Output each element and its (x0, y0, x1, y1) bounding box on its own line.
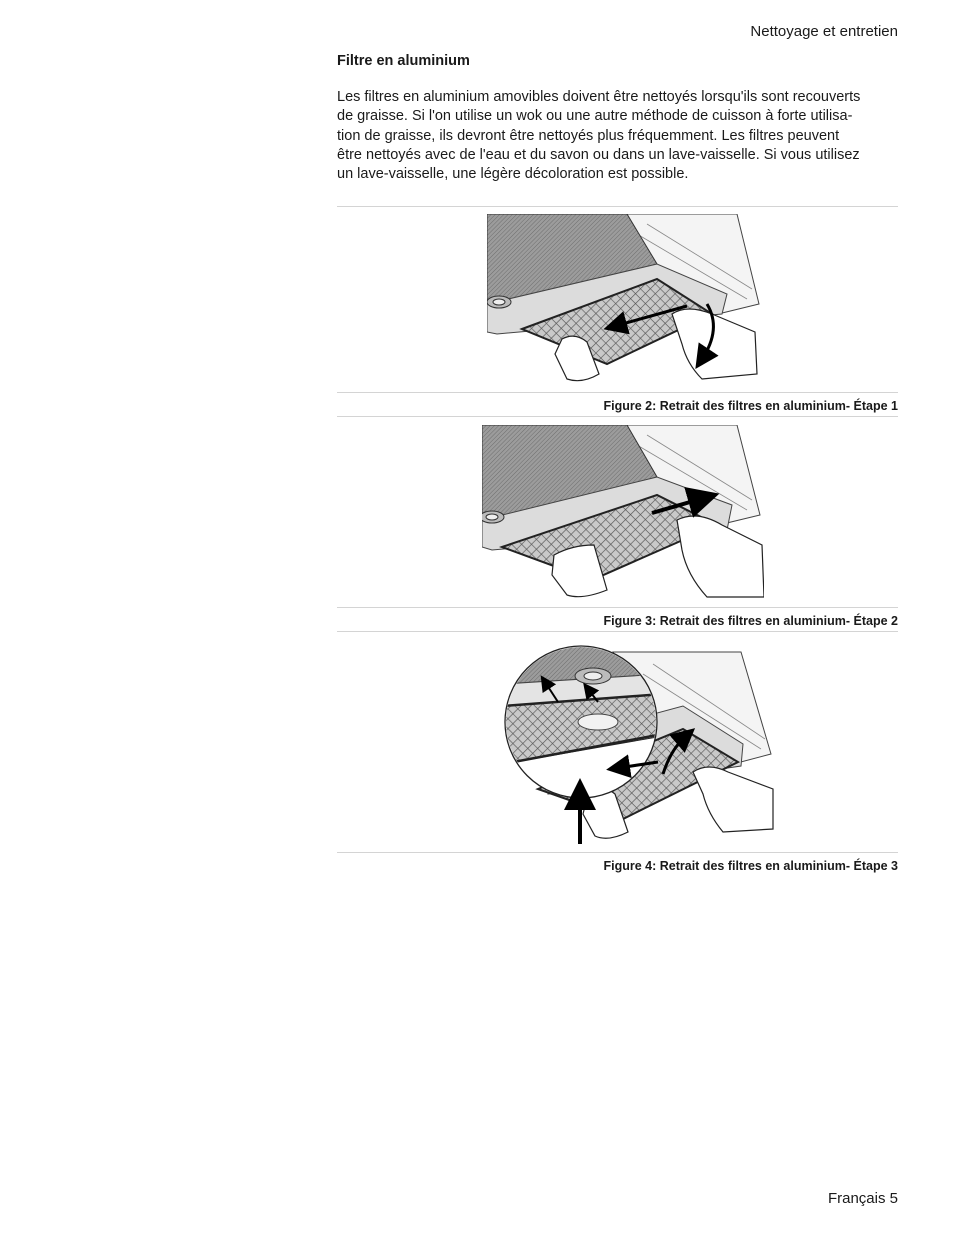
body-line: de graisse. Si l'on utilise un wok ou une autre méthode de cuisson à forte utilisa- (337, 108, 853, 125)
body-line: un lave-vaisselle, une légère décoloration est possible. (337, 166, 689, 183)
page-footer: Français 5 (827, 1190, 898, 1207)
divider (337, 206, 898, 207)
figure-3-illustration (482, 425, 764, 600)
figure-4-illustration (503, 644, 775, 844)
body-line: Les filtres en aluminium amovibles doivent être nettoyés lorsqu'ils sont recouverts (337, 89, 861, 105)
section-title: Filtre en aluminium (337, 53, 470, 69)
figure-3-caption: Figure 3: Retrait des filtres en aluminium- Étape 2 (603, 614, 898, 628)
divider (337, 416, 898, 417)
figure-4-caption: Figure 4: Retrait des filtres en aluminium- Étape 3 (603, 859, 898, 873)
divider (337, 392, 898, 393)
running-header: Nettoyage et entretien (750, 23, 898, 40)
body-line: tion de graisse, ils devront être nettoyés plus fréquemment. Les filtres peuvent (337, 127, 840, 144)
figure-2-illustration (487, 214, 762, 384)
divider (337, 852, 898, 853)
divider (337, 607, 898, 608)
body-line: être nettoyés avec de l'eau et du savon ou dans un lave-vaisselle. Si vous utilisez (337, 146, 860, 163)
figure-2-caption: Figure 2: Retrait des filtres en aluminium- Étape 1 (603, 399, 898, 413)
body-paragraph (337, 88, 899, 184)
divider (337, 631, 898, 632)
